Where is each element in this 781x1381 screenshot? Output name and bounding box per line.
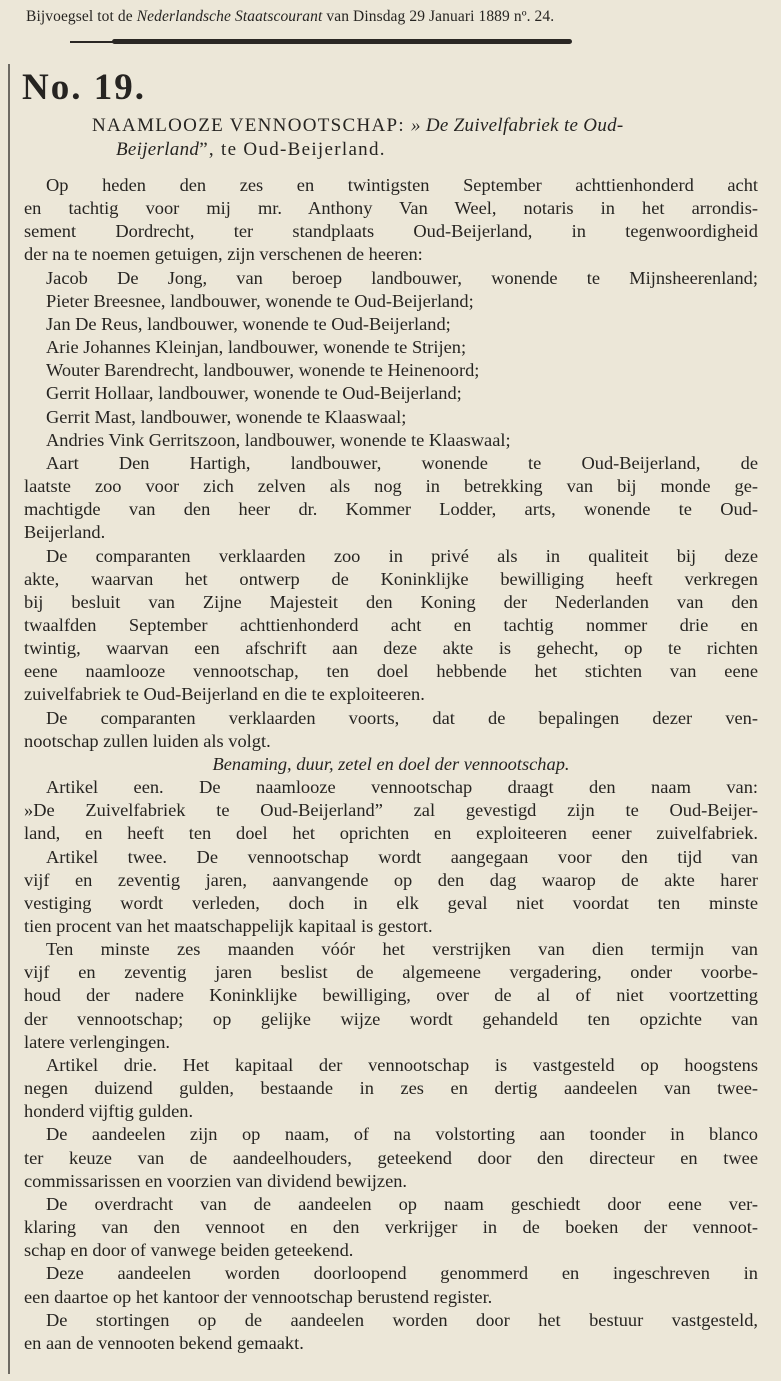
header-rule [112, 39, 572, 44]
text-line: Op heden den zes en twintigsten September achttienhonderd acht [46, 175, 758, 195]
text-line: twintig, waarvan een afschrift aan deze akte is gehecht, op te richten [24, 638, 758, 659]
text-line: machtigde van den heer dr. Kommer Lodder, arts, wonende te Oud- [24, 499, 758, 520]
text-line: Beijerland. [24, 522, 106, 543]
text-line: en aan de vennooten bekend gemaakt. [24, 1332, 304, 1353]
text-line: vijf en zeventig jaren, aanvangende op den dag waarop de akte harer [24, 869, 758, 890]
header-rule-left [70, 41, 140, 43]
text-line: land, en heeft ten doel het oprichten en exploiteeren eener zuivelfabriek. [24, 823, 758, 844]
text-line: Gerrit Hollaar, landbouwer, wonende te Oud-Beijerland; [46, 383, 462, 404]
header-prefix: Bijvoegsel tot de [26, 8, 137, 25]
text-line: een daartoe op het kantoor der vennootschap berustend register. [24, 1286, 493, 1307]
text-line: twaalfden September achttienhonderd acht en tachtig nommer drie en [24, 614, 758, 635]
text-line: klaring van den vennoot en den verkrijger in de boeken der vennoot- [24, 1217, 758, 1238]
text-line: bij besluit van Zijne Majesteit den Koning der Nederlanden van den [24, 591, 758, 612]
title-company-name-2: Beijerland [116, 139, 200, 160]
text-line: De aandeelen zijn op naam, of na volstorting aan toonder in blanco [46, 1124, 758, 1145]
text-line: Artikel een. De naamlooze vennootschap draagt den naam van: [46, 777, 758, 798]
text-line: Benaming, duur, zetel en doel der vennootschap. [212, 753, 570, 774]
text-line: De stortingen op de aandeelen worden door het bestuur vastgesteld, [46, 1309, 758, 1330]
text-line: sement Dordrecht, ter standplaats Oud-Beijerland, in tegenwoordigheid [24, 221, 758, 242]
text-line: en tachtig voor mij mr. Anthony Van Weel, notaris in het arrondis- [24, 198, 758, 219]
text-line: nootschap zullen luiden als volgt. [24, 730, 271, 751]
text-line: der vennootschap; op gelijke wijze wordt gehandeld ten opzichte van [24, 1008, 758, 1029]
title-company-name-1: » De Zuivelfabriek te Oud- [411, 115, 624, 136]
text-line: Jan De Reus, landbouwer, wonende te Oud-Beijerland; [46, 313, 451, 334]
title-location: ”, te Oud-Beijerland. [199, 139, 386, 160]
text-line: tien procent van het maatschappelijk kapitaal is gestort. [24, 916, 433, 936]
text-line: eene naamlooze vennootschap, ten doel hebbende het stichten van eene [24, 661, 758, 682]
header-journal-name: Nederlandsche Staatscourant [136, 8, 323, 25]
header-date: van Dinsdag 29 Januari 1889 nº. 24. [322, 8, 555, 25]
text-line: »De Zuivelfabriek te Oud-Beijerland” zal gevestigd zijn te Oud-Beijer- [24, 800, 758, 821]
article-body [24, 174, 758, 1355]
text-line: akte, waarvan het ontwerp de Koninklijke bewilliging heeft verkregen [24, 568, 758, 589]
text-line: Artikel twee. De vennootschap wordt aangegaan voor den tijd van [46, 846, 758, 867]
title-company-type: NAAMLOOZE VENNOOTSCHAP: [92, 115, 412, 136]
page-header [26, 8, 766, 26]
text-line: Arie Johannes Kleinjan, landbouwer, wonende te Strijen; [46, 337, 467, 358]
text-line: De comparanten verklaarden zoo in privé als in qualiteit bij deze [46, 545, 758, 566]
text-line: zuivelfabriek te Oud-Beijerland en die te exploiteeren. [24, 684, 425, 705]
text-line: negen duizend gulden, bestaande in zes en dertig aandeelen van twee- [24, 1078, 758, 1099]
text-line: latere verlengingen. [24, 1031, 171, 1052]
text-line: Andries Vink Gerritszoon, landbouwer, wonende te Klaaswaal; [46, 429, 511, 450]
text-line: honderd vijftig gulden. [24, 1101, 194, 1122]
text-line: ter keuze van de aandeelhouders, geteekend door den directeur en twee [24, 1147, 758, 1168]
text-line: Pieter Breesnee, landbouwer, wonende te Oud-Beijerland; [46, 290, 474, 311]
article-title [92, 114, 752, 162]
text-line: schap en door of vanwege beiden geteekend. [24, 1240, 354, 1261]
text-line: Deze aandeelen worden doorloopend genommerd en ingeschreven in [46, 1263, 758, 1284]
text-line: vijf en zeventig jaren beslist de algemeene vergadering, onder voorbe- [24, 962, 758, 983]
text-line: commissarissen en voorzien van dividend bewijzen. [24, 1170, 408, 1191]
text-line: houd der nadere Koninklijke bewilliging, over de al of niet voortzetting [24, 985, 758, 1006]
text-line: Jacob De Jong, van beroep landbouwer, wonende te Mijnsheerenland; [46, 267, 758, 288]
column-rule [8, 64, 10, 1374]
text-line: De overdracht van de aandeelen op naam geschiedt door eene ver- [46, 1193, 758, 1214]
text-line: Wouter Barendrecht, landbouwer, wonende te Heinenoord; [46, 360, 480, 381]
text-line: Gerrit Mast, landbouwer, wonende te Klaaswaal; [46, 406, 407, 427]
article-number: No. 19. [22, 67, 146, 108]
text-line: laatste zoo voor zich zelven als nog in betrekking van bij monde ge- [24, 476, 758, 497]
text-line: Ten minste zes maanden vóór het verstrijken van dien termijn van [46, 939, 758, 960]
text-line: Aart Den Hartigh, landbouwer, wonende te Oud-Beijerland, de [46, 452, 758, 473]
text-line: vestiging wordt verleden, doch in elk geval niet voordat ten minste [24, 892, 758, 913]
text-line: De comparanten verklaarden voorts, dat de bepalingen dezer ven- [46, 707, 758, 728]
text-line: Artikel drie. Het kapitaal der vennootschap is vastgesteld op hoogstens [46, 1054, 758, 1075]
text-line: der na te noemen getuigen, zijn verschenen de heeren: [24, 244, 423, 265]
